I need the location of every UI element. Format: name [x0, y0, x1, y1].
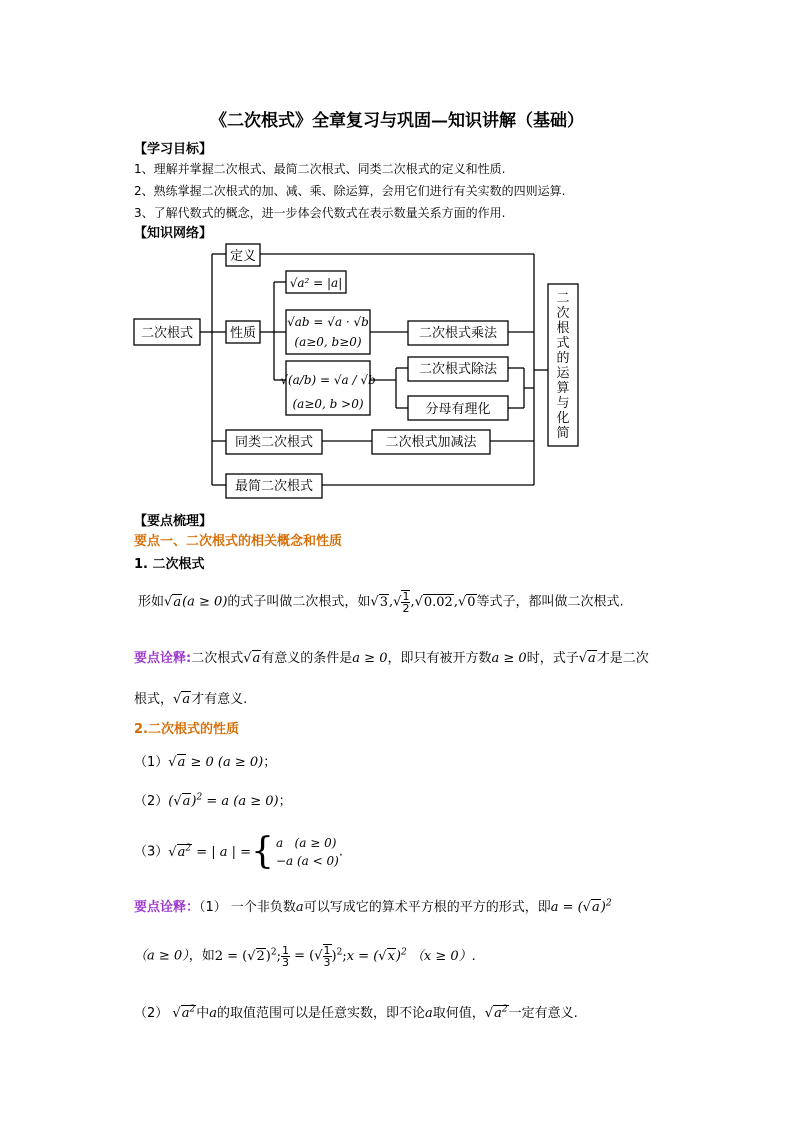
property-item-2: $(2)(√a)^2 = a$ (a ≥ 0)；: [134, 792, 292, 809]
node-prop2-formula: √ab = √a · √b: [287, 315, 369, 329]
node-add-subtract: 二次根式加减法: [385, 435, 477, 450]
note-one-line-2: 根式，√a才有意义.: [134, 692, 248, 707]
point-one-heading: 要点一、二次根式的相关概念和性质: [134, 534, 343, 549]
definition-line: 形如√a(a ≥ 0)的式子叫做二次根式，如√3,√ $\frac{1}{2}$ ,√0.02,√0等式子，都叫做二次根式.: [138, 590, 624, 615]
knowledge-network-diagram: [120, 240, 600, 502]
svg-text:二: 二: [556, 291, 570, 306]
node-operations-vertical: [556, 291, 570, 441]
svg-text:根: 根: [556, 321, 570, 336]
subsection-radical: 1. 二次根式: [134, 557, 205, 572]
node-rationalize: 分母有理化: [425, 402, 491, 417]
note-two-line-2: （a ≥ 0），如$2 = (√2)^2$; $\frac{1}{3}$ = (√ $\frac{1}{3}$ )$^2$;x = $(√x)^2$ （x ≥ 0）.: [134, 943, 476, 969]
svg-text:的: 的: [556, 351, 570, 366]
svg-text:与: 与: [556, 396, 570, 411]
node-prop1: √a² = |a|: [289, 276, 343, 290]
network-heading: 【知识网络】: [134, 226, 213, 241]
node-multiplication: 二次根式乘法: [418, 326, 498, 341]
objective-item: 1、理解并掌握二次根式、最简二次根式、同类二次根式的定义和性质.: [134, 162, 506, 176]
subsection-properties: 2.二次根式的性质: [134, 722, 239, 737]
node-division: 二次根式除法: [418, 362, 498, 377]
objective-item: 3、了解代数式的概念，进一步体会代数式在表示数量关系方面的作用.: [134, 206, 506, 220]
svg-text:式: 式: [556, 336, 570, 351]
node-prop3-formula: √(a/b) = √a / √b: [280, 373, 376, 387]
node-similar-radicals: 同类二次根式: [234, 435, 314, 450]
node-prop2-condition: (a≥0, b≥0): [294, 335, 362, 349]
points-heading: 【要点梳理】: [134, 514, 213, 529]
objective-item: 2、熟练掌握二次根式的加、减、乘、除运算，会用它们进行有关实数的四则运算.: [134, 184, 566, 198]
note-one-line-1: 要点诠释:二次根式√a有意义的条件是a ≥ 0，即只有被开方数a ≥ 0时，式子√a才是二次: [134, 651, 649, 666]
node-property: 性质: [229, 326, 257, 341]
objectives-heading: 【学习目标】: [134, 142, 213, 157]
node-prop3-condition: (a≥0, b >0): [292, 397, 364, 411]
node-root: 二次根式: [140, 326, 194, 341]
svg-text:简: 简: [556, 426, 570, 441]
note-two-line-1: 要点诠释：（1） 一个非负数a可以写成它的算术平方根的平方的形式，即$a = (√a)^2$: [134, 898, 612, 915]
property-item-1: （1）√a ≥ 0 (a ≥ 0)；: [134, 755, 277, 770]
svg-text:化: 化: [556, 411, 570, 426]
svg-text:算: 算: [556, 381, 570, 396]
svg-text:次: 次: [556, 306, 570, 321]
node-simplest-radical: 最简二次根式: [234, 479, 314, 494]
note-three: （2） $√a^2$中a的取值范围可以是任意实数，即不论a取何值，$√a^2$一定有意义.: [134, 1004, 578, 1021]
svg-text:运: 运: [556, 366, 570, 381]
property-item-3: $(3)√a^2$ = | a | ={ a (a ≥ 0) −a (a < 0) .: [134, 831, 343, 872]
node-definition: 定义: [229, 249, 257, 264]
page-title: 《二次根式》全章复习与巩固—知识讲解（基础）: [210, 111, 584, 131]
